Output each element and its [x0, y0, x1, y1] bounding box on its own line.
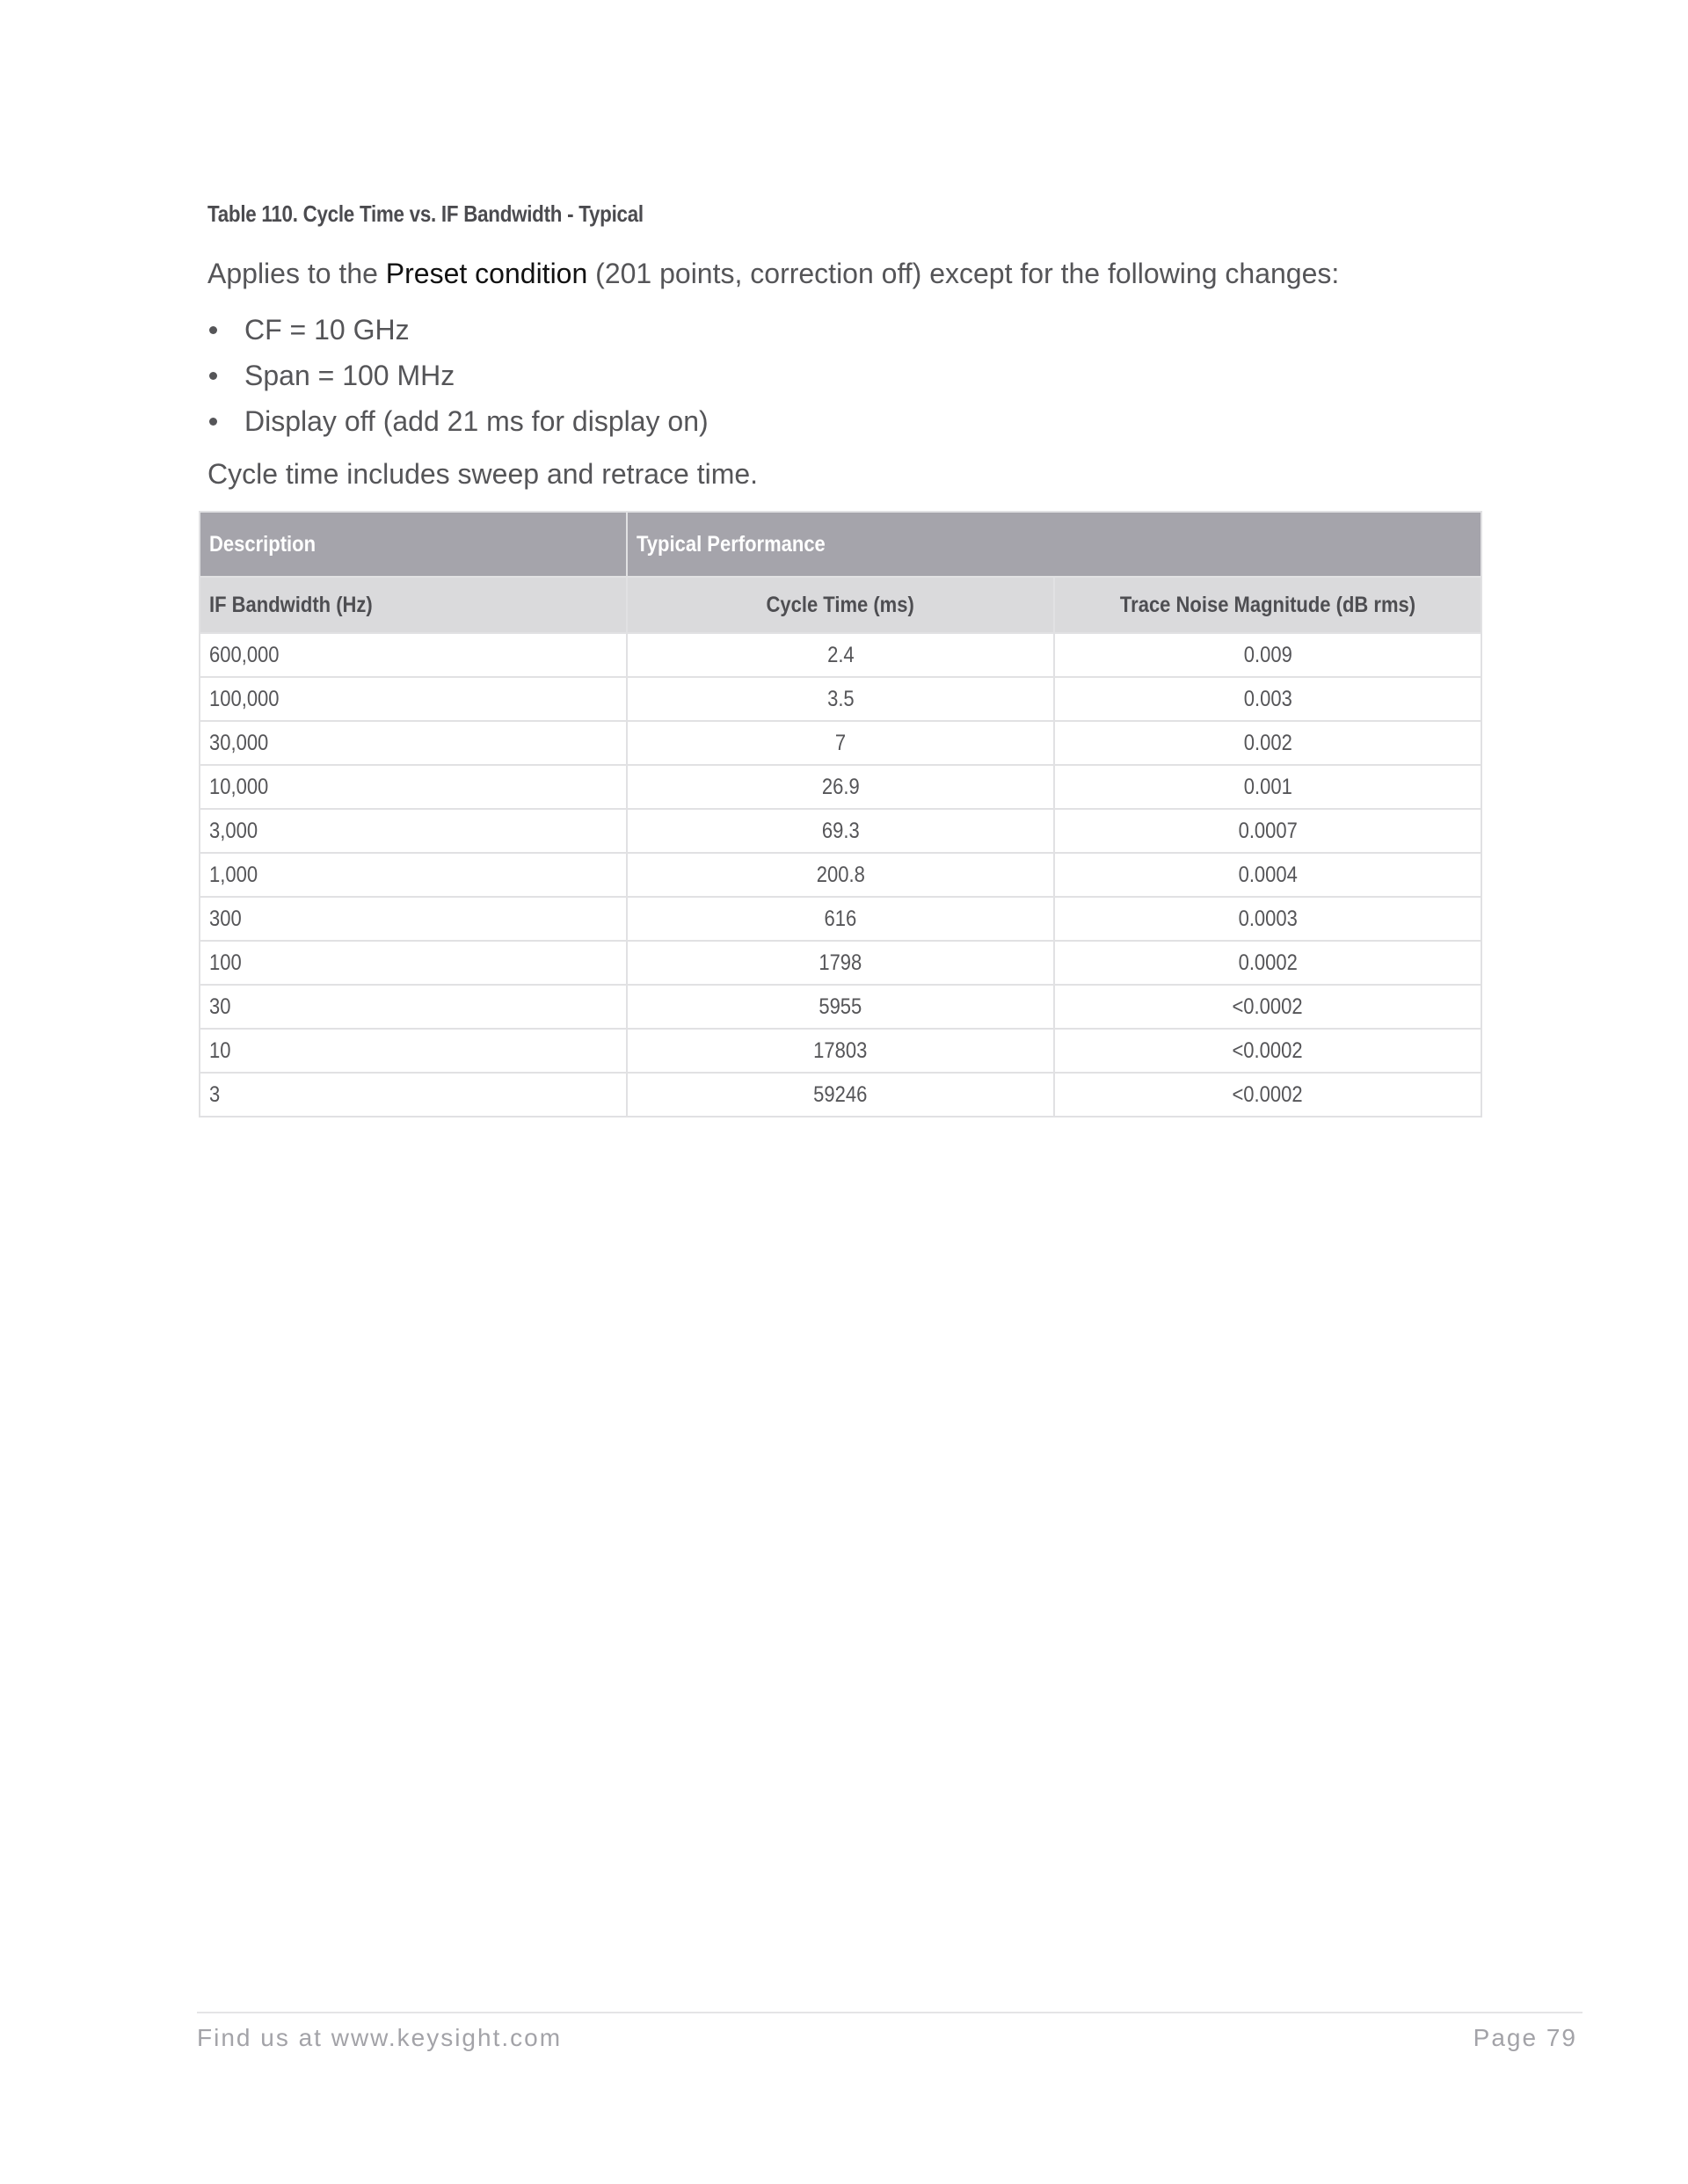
intro-suffix: (201 points, correction off) except for the following changes: — [587, 258, 1340, 289]
cell-cycle-time: 616 — [627, 897, 1054, 941]
cell-cycle-time: 26.9 — [627, 765, 1054, 809]
cell-cycle-time: 59246 — [627, 1073, 1054, 1117]
footer-divider — [197, 2012, 1582, 2013]
intro-paragraph — [207, 254, 1481, 293]
cell-cycle-time: 69.3 — [627, 809, 1054, 853]
table-row — [200, 1029, 1481, 1073]
cell-cycle-time: 1798 — [627, 941, 1054, 985]
cell-trace-noise: 0.002 — [1054, 721, 1481, 765]
cell-trace-noise: 0.001 — [1054, 765, 1481, 809]
cell-if-bandwidth: 30 — [200, 985, 627, 1029]
cell-if-bandwidth: 100,000 — [200, 677, 627, 721]
cell-if-bandwidth: 300 — [200, 897, 627, 941]
change-list — [207, 307, 1481, 444]
cell-trace-noise: <0.0002 — [1054, 1029, 1481, 1073]
column-header-if-bandwidth: IF Bandwidth (Hz) — [200, 577, 627, 633]
header-description: Description — [200, 512, 627, 577]
cell-if-bandwidth: 30,000 — [200, 721, 627, 765]
list-item-text: Display off (add 21 ms for display on) — [244, 405, 709, 437]
table-row — [200, 941, 1481, 985]
table-subheader-row — [200, 577, 1481, 633]
cycle-time-note: Cycle time includes sweep and retrace time. — [207, 458, 759, 490]
cell-trace-noise: 0.0004 — [1054, 853, 1481, 897]
cell-trace-noise: 0.0007 — [1054, 809, 1481, 853]
table-caption: Table 110. Cycle Time vs. IF Bandwidth - Typical — [207, 200, 644, 227]
cell-trace-noise: <0.0002 — [1054, 1073, 1481, 1117]
page-content — [197, 200, 1481, 1117]
footer-website-text: Find us at www.keysight.com — [197, 2024, 563, 2051]
cell-if-bandwidth: 10 — [200, 1029, 627, 1073]
cell-cycle-time: 5955 — [627, 985, 1054, 1029]
list-item — [207, 353, 1481, 398]
list-item-text: Span = 100 MHz — [244, 360, 455, 391]
cell-cycle-time: 3.5 — [627, 677, 1054, 721]
cell-if-bandwidth: 3,000 — [200, 809, 627, 853]
table-row — [200, 853, 1481, 897]
cell-if-bandwidth: 600,000 — [200, 633, 627, 677]
table-row — [200, 985, 1481, 1029]
cell-cycle-time: 2.4 — [627, 633, 1054, 677]
table-row — [200, 677, 1481, 721]
cell-cycle-time: 17803 — [627, 1029, 1054, 1073]
cell-trace-noise: <0.0002 — [1054, 985, 1481, 1029]
cycle-time-table — [199, 511, 1482, 1117]
table-row — [200, 897, 1481, 941]
cell-cycle-time: 7 — [627, 721, 1054, 765]
header-typical-performance: Typical Performance — [627, 512, 1481, 577]
cell-trace-noise: 0.003 — [1054, 677, 1481, 721]
intro-prefix: Applies to the — [207, 258, 386, 289]
table-row — [200, 809, 1481, 853]
bullet-icon — [209, 326, 217, 334]
column-header-cycle-time: Cycle Time (ms) — [627, 577, 1054, 633]
cell-if-bandwidth: 10,000 — [200, 765, 627, 809]
table-header-row — [200, 512, 1481, 577]
list-item — [207, 307, 1481, 353]
table-row — [200, 1073, 1481, 1117]
cell-cycle-time: 200.8 — [627, 853, 1054, 897]
bullet-icon — [209, 418, 217, 426]
table-row — [200, 633, 1481, 677]
list-item — [207, 398, 1481, 444]
cell-if-bandwidth: 3 — [200, 1073, 627, 1117]
cell-trace-noise: 0.0002 — [1054, 941, 1481, 985]
table-row — [200, 765, 1481, 809]
cell-trace-noise: 0.0003 — [1054, 897, 1481, 941]
list-item-text: CF = 10 GHz — [244, 314, 410, 346]
bullet-icon — [209, 372, 217, 380]
table-row — [200, 721, 1481, 765]
cell-if-bandwidth: 100 — [200, 941, 627, 985]
column-header-trace-noise: Trace Noise Magnitude (dB rms) — [1054, 577, 1481, 633]
page-number: Page 79 — [1473, 2024, 1577, 2051]
cell-trace-noise: 0.009 — [1054, 633, 1481, 677]
cell-if-bandwidth: 1,000 — [200, 853, 627, 897]
preset-condition-link[interactable]: Preset condition — [385, 258, 588, 289]
